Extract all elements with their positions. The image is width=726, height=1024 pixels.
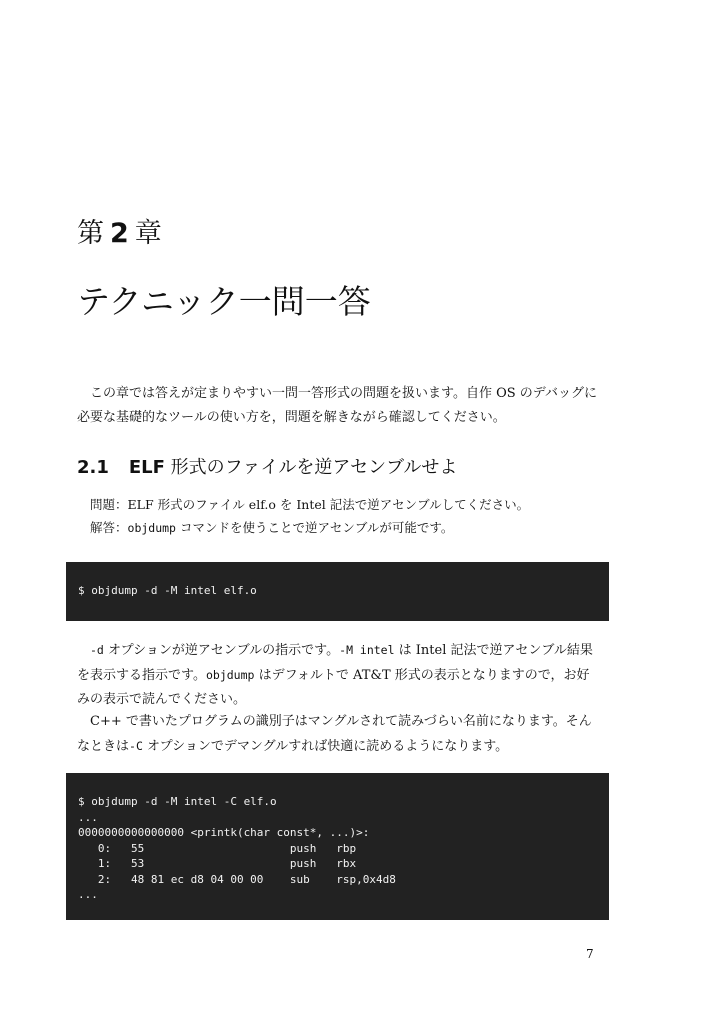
option-d: -d bbox=[90, 643, 104, 657]
explanation-paragraph-1 bbox=[77, 638, 609, 712]
chapter-label-prefix: 第 bbox=[77, 218, 104, 249]
explanation-line-3: みの表示で読んでください。 bbox=[77, 692, 247, 707]
code-line: 1: 53 push rbx bbox=[78, 857, 357, 870]
explanation-text: なときは bbox=[77, 739, 130, 754]
code-line: ... bbox=[78, 810, 98, 824]
objdump-command: objdump bbox=[205, 668, 255, 682]
intro-paragraph bbox=[77, 382, 609, 430]
explanation-text: オプションでデマングルすれば快適に読めるようになります。 bbox=[142, 739, 509, 754]
explanation-paragraph-2 bbox=[77, 710, 609, 759]
section-number: 2.1 bbox=[77, 457, 109, 478]
question-label: 問題： bbox=[90, 497, 128, 512]
code-line: 0: 55 push rbp bbox=[78, 841, 357, 855]
explanation-text: オプションが逆アセンブルの指示です。 bbox=[103, 643, 340, 658]
section-heading bbox=[77, 455, 457, 481]
chapter-number: 2 bbox=[110, 218, 129, 249]
section-title-ja: 形式のファイルを逆アセンブルせよ bbox=[164, 457, 458, 478]
option-c: -C bbox=[129, 739, 143, 753]
chapter-label bbox=[77, 216, 162, 252]
code-line: 0000000000000000 <printk(char const*, ...)>: bbox=[78, 826, 370, 839]
explanation-line-2 bbox=[77, 663, 609, 688]
option-m-intel: -M intel bbox=[339, 643, 395, 657]
code-line: $ objdump -d -M intel -C elf.o bbox=[78, 795, 277, 808]
question-line bbox=[90, 495, 529, 515]
intro-line-1 bbox=[77, 382, 609, 406]
explanation-line-4 bbox=[77, 710, 609, 734]
chapter-label-suffix: 章 bbox=[134, 218, 162, 249]
code-line: 2: 48 81 ec d8 04 00 00 sub rsp,0x4d8 bbox=[78, 872, 396, 886]
explanation-text: はデフォルトで AT&T 形式の表示となりますので，お好 bbox=[254, 668, 590, 683]
code-line: ... bbox=[78, 888, 98, 901]
answer-text: コマンドを使うことで逆アセンブルが可能です。 bbox=[175, 520, 454, 535]
answer-label: 解答： bbox=[90, 520, 128, 535]
intro-line-2: 必要な基礎的なツールの使い方を，問題を解きながら確認してください。 bbox=[77, 410, 506, 425]
explanation-text: を表示する指示です。 bbox=[77, 668, 206, 683]
code-line: $ objdump -d -M intel elf.o bbox=[78, 584, 257, 597]
explanation-line-5 bbox=[77, 734, 609, 759]
question-text: ELF 形式のファイル elf.o を Intel 記法で逆アセンブルしてください。 bbox=[127, 497, 530, 512]
answer-line bbox=[90, 518, 453, 538]
answer-command: objdump bbox=[127, 521, 176, 535]
explanation-text: は Intel 記法で逆アセンブル結果 bbox=[394, 643, 593, 658]
code-block-2 bbox=[66, 773, 609, 920]
code-block-1 bbox=[66, 562, 609, 621]
explanation-text: C++ で書いたプログラムの識別子はマングルされて読みづらい名前になります。そん bbox=[90, 714, 592, 729]
chapter-title: テクニック一問一答 bbox=[77, 282, 371, 321]
page-number: 7 bbox=[586, 947, 594, 961]
section-title-en: ELF bbox=[128, 457, 165, 478]
explanation-line-1 bbox=[77, 638, 609, 663]
intro-line-1-text: この章では答えが定まりやすい一問一答形式の問題を扱います。自作 OS のデバッグに bbox=[90, 386, 598, 401]
